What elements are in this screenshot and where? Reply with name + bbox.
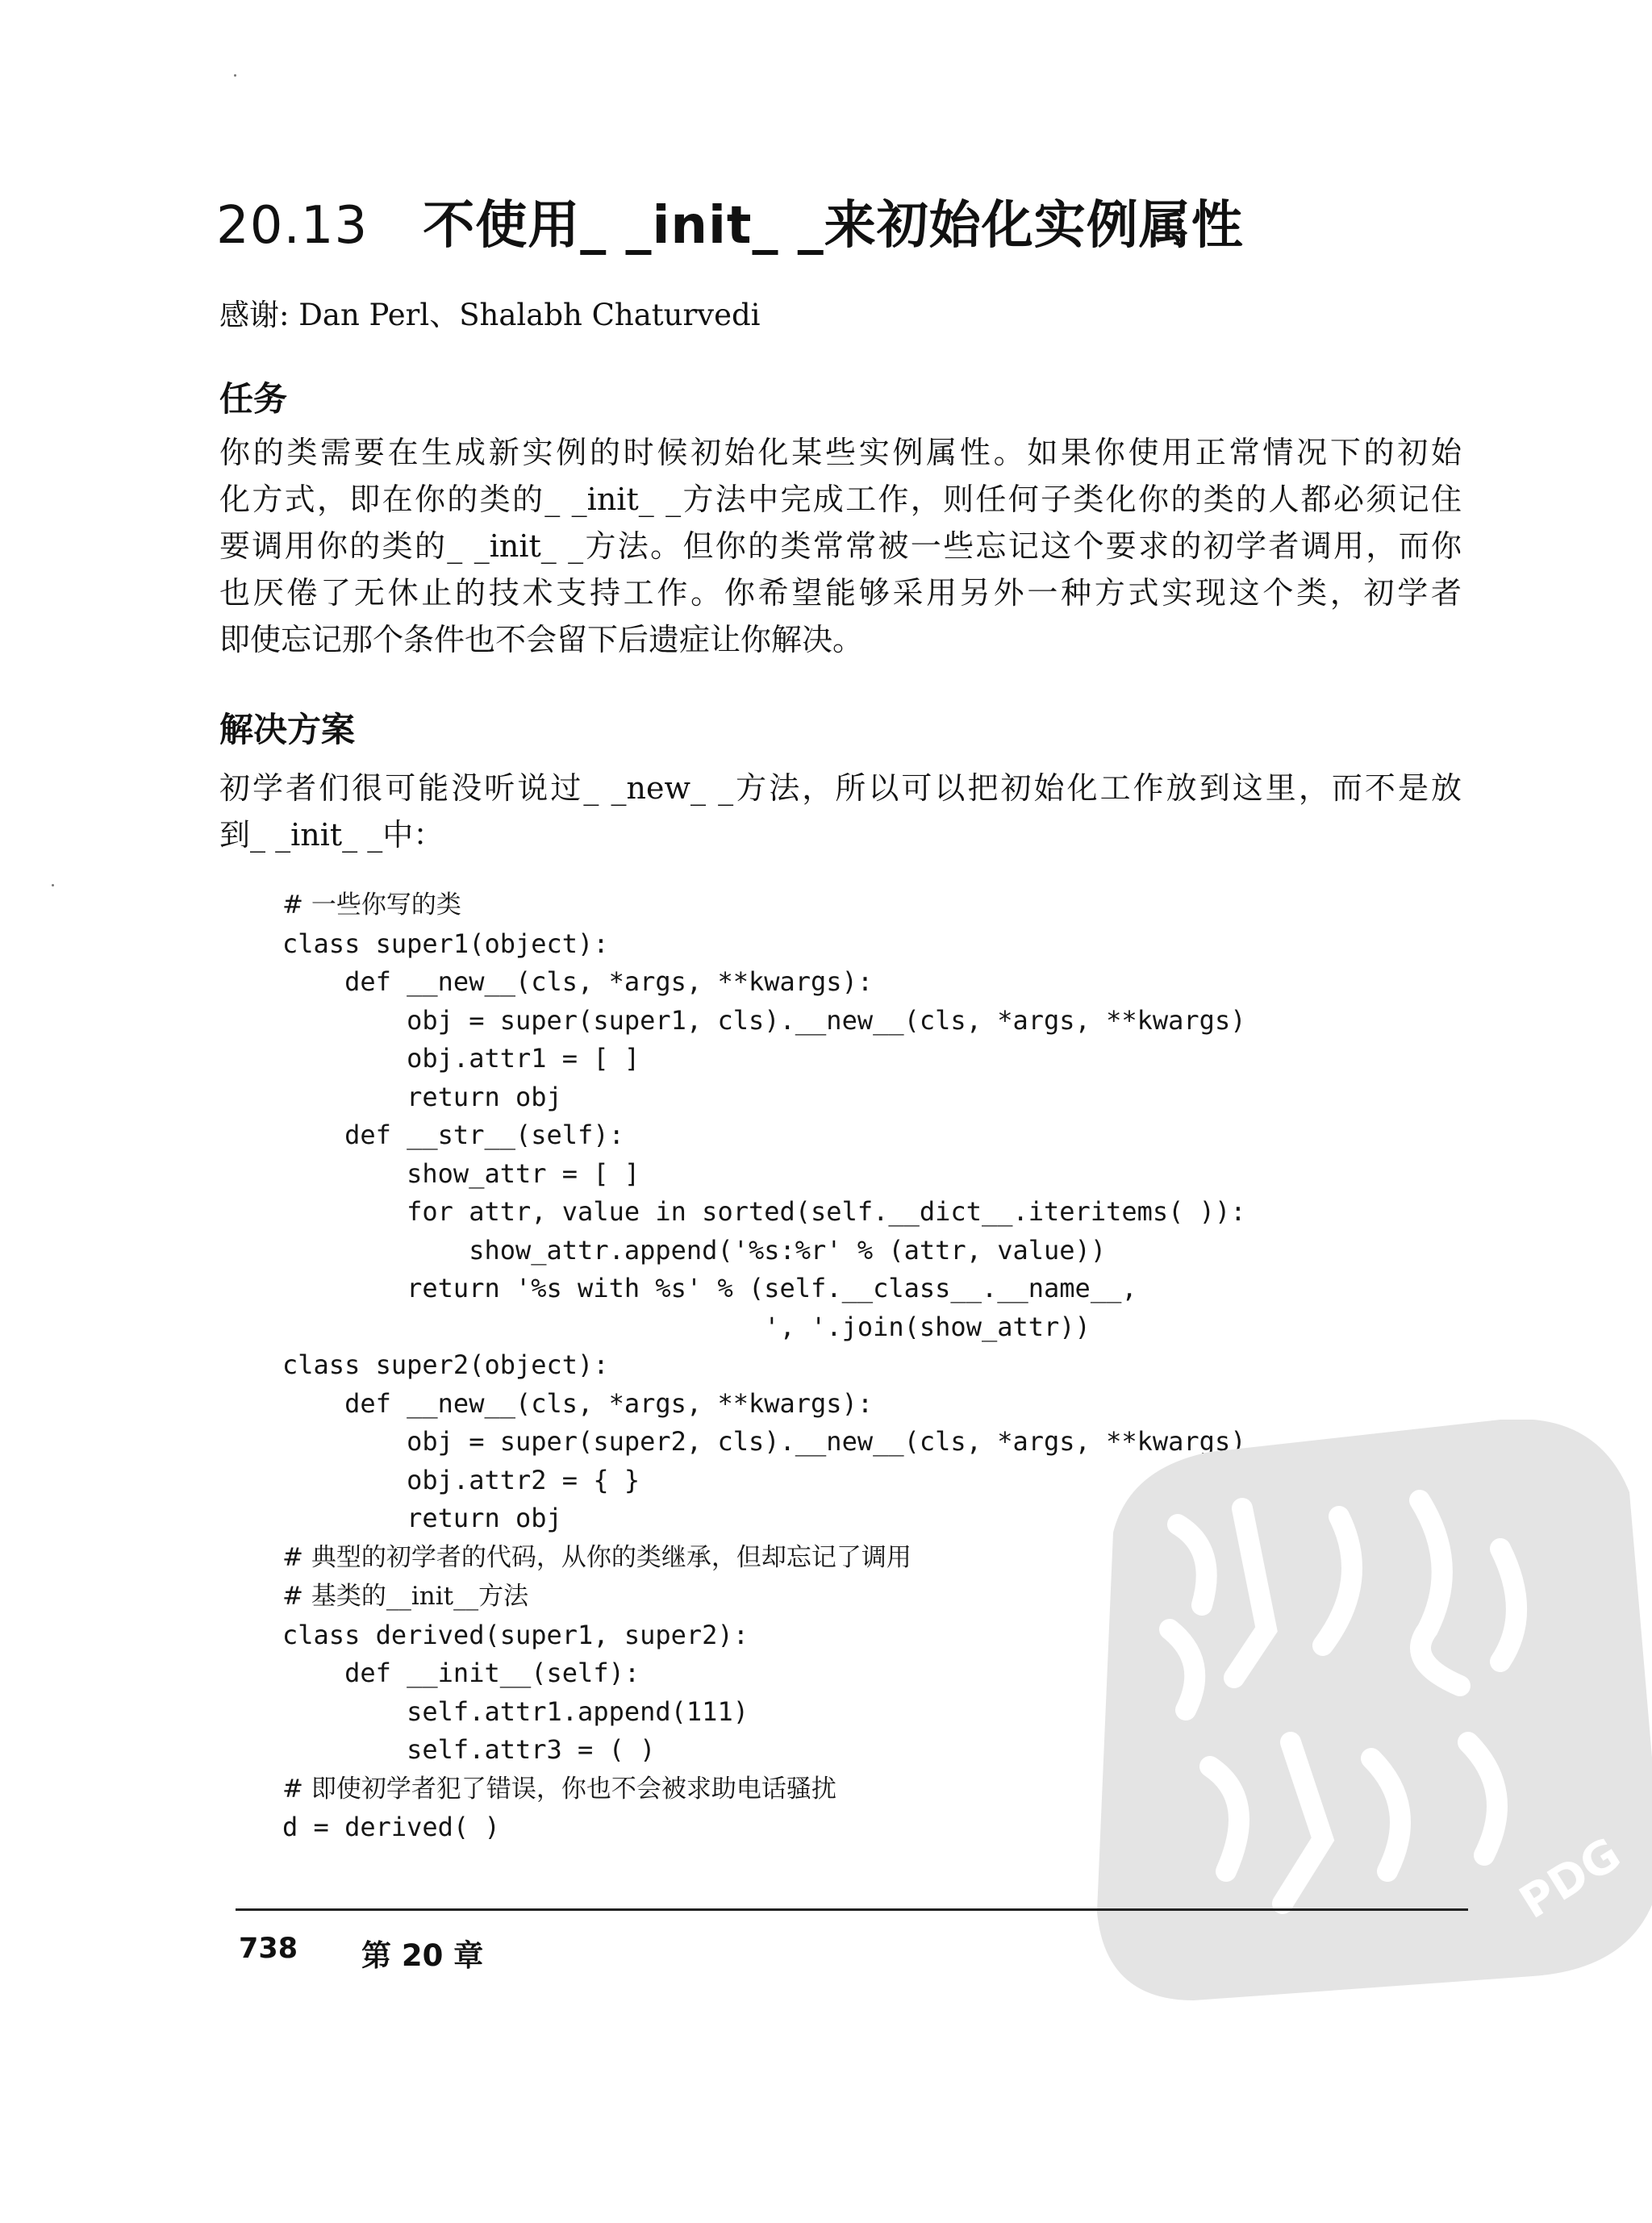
code-line: obj = super(super1, cls).__new__(cls, *args, **kwargs) [282, 1004, 1246, 1036]
code-line: return '%s with %s' % (self.__class__.__name__, [282, 1273, 1137, 1303]
scan-speck [52, 884, 54, 886]
code-line: def __init__(self): [282, 1658, 640, 1688]
task-heading: 任务 [219, 379, 288, 419]
code-line: for attr, value in sorted(self.__dict__.iteritems( )): [282, 1196, 1246, 1227]
footer-rule [236, 1908, 1468, 1911]
code-line: show_attr = [ ] [282, 1157, 640, 1189]
scan-speck [234, 74, 236, 77]
code-line: show_attr.append('%s:%r' % (attr, value)) [282, 1234, 1107, 1266]
task-paragraph [219, 429, 1462, 663]
solution-heading: 解决方案 [219, 710, 356, 749]
code-comment-line: # 一些你写的类 [282, 890, 461, 920]
code-comment-line: # 即使初学者犯了错误，你也不会被求助电话骚扰 [282, 1774, 836, 1804]
code-comment-line: # 典型的初学者的代码，从你的类继承，但却忘记了调用 [282, 1542, 912, 1572]
code-line: class super2(object): [282, 1349, 609, 1380]
chapter-label: 第 20 章 [361, 1938, 484, 1973]
code-line: obj = super(super2, cls).__new__(cls, *args, **kwargs) [282, 1426, 1246, 1457]
library-stamp-watermark [1081, 1420, 1652, 2000]
code-line: obj.attr1 = [ ] [282, 1043, 640, 1074]
code-line: class super1(object): [282, 928, 609, 959]
code-line: self.attr1.append(111) [282, 1695, 749, 1727]
code-comment-line: # 基类的__init__方法 [282, 1582, 529, 1611]
section-number: 20.13 [216, 196, 369, 256]
code-line: obj.attr2 = { } [282, 1464, 640, 1495]
code-line: def __new__(cls, *args, **kwargs): [282, 966, 874, 997]
code-line: ', '.join(show_attr)) [282, 1311, 1091, 1342]
stamp-label: PDG [1510, 1828, 1630, 1929]
credit-line: 感谢: Dan Perl、Shalabh Chaturvedi [219, 298, 761, 332]
code-line: def __str__(self): [282, 1120, 624, 1150]
code-line: d = derived( ) [282, 1812, 500, 1842]
solution-line: 到_ _init_ _中： [219, 817, 444, 853]
task-line: 你的类需要在生成新实例的时候初始化某些实例属性。如果你使用正常情况下的初始 [219, 435, 1462, 470]
code-line: return obj [282, 1503, 562, 1533]
section-title-text: 不使用_ _init_ _来初始化实例属性 [423, 196, 1244, 256]
page-number: 738 [239, 1933, 298, 1965]
code-line: def __new__(cls, *args, **kwargs): [282, 1387, 874, 1419]
task-line: 要调用你的类的_ _init_ _方法。但你的类常常被一些忘记这个要求的初学者调用，而你 [219, 528, 1462, 564]
code-line: class derived(super1, super2): [282, 1619, 749, 1650]
section-title [216, 184, 1244, 258]
solution-line: 初学者们很可能没听说过_ _new_ _方法，所以可以把初始化工作放到这里，而不是放 [219, 770, 1462, 806]
task-line: 即使忘记那个条件也不会留下后遗症让你解决。 [219, 622, 864, 657]
code-line: return obj [282, 1081, 562, 1112]
solution-paragraph [219, 765, 1462, 858]
task-line: 化方式，即在你的类的_ _init_ _方法中完成工作，则任何子类化你的类的人都必须记住 [219, 482, 1462, 517]
code-line: self.attr3 = ( ) [282, 1734, 656, 1765]
task-line: 也厌倦了无休止的技术支持工作。你希望能够采用另外一种方式实现这个类，初学者 [219, 575, 1462, 611]
